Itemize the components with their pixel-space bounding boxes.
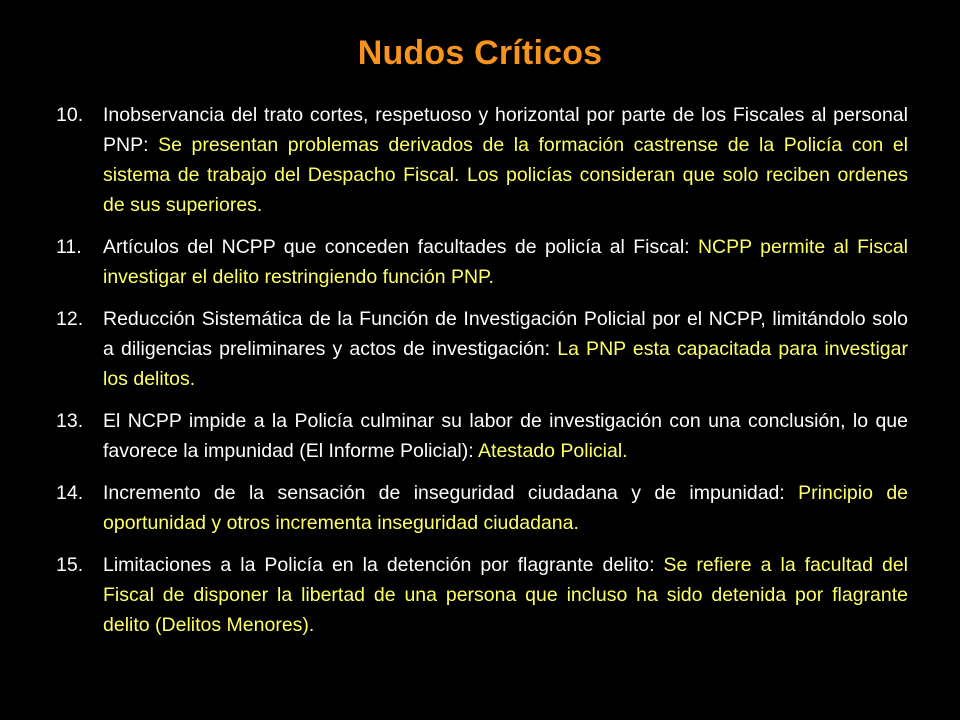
item-body — [103, 304, 908, 394]
item-number: 14. — [56, 482, 84, 504]
item-highlight: La PNP esta capacitada para investigar los delitos. — [103, 338, 908, 390]
item-body — [103, 550, 908, 640]
list-item — [56, 406, 908, 466]
item-text: Inobservancia del trato cortes, respetuoso y horizontal por parte de los Fiscales al personal PNP: — [103, 104, 908, 156]
item-number: 11. — [56, 236, 82, 258]
item-highlight: Se refiere a la facultad del Fiscal de disponer la libertad de una persona que incluso ha sido detenida por flagrante delito (Delitos Menores). — [103, 554, 908, 636]
item-body — [103, 232, 908, 292]
item-text: Incremento de la sensación de inseguridad ciudadana y de impunidad: — [103, 482, 799, 504]
list-item — [56, 100, 908, 220]
slide-title: Nudos Críticos — [357, 34, 603, 72]
list-item — [56, 478, 908, 538]
item-number: 12. — [56, 308, 84, 330]
item-body — [103, 478, 908, 538]
item-number: 13. — [56, 410, 84, 432]
numbered-list — [56, 100, 908, 652]
item-highlight: Atestado Policial. — [478, 440, 628, 462]
list-item — [56, 550, 908, 640]
item-body — [103, 406, 908, 466]
item-highlight: NCPP permite al Fiscal investigar el delito restringiendo función PNP. — [103, 236, 909, 288]
item-highlight: Principio de oportunidad y otros incrementa inseguridad ciudadana. — [103, 482, 909, 534]
list-item — [56, 232, 908, 292]
item-text: Limitaciones a la Policía en la detención por flagrante delito: — [103, 554, 664, 576]
item-text: El NCPP impide a la Policía culminar su labor de investigación con una conclusión, lo que favorece la impunidad (El Informe Policial): — [103, 410, 908, 462]
item-number: 10. — [56, 104, 84, 126]
item-text: Artículos del NCPP que conceden facultades de policía al Fiscal: — [103, 236, 698, 258]
item-highlight: Se presentan problemas derivados de la formación castrense de la Policía con el sistema de trabajo del Despacho Fiscal. Los policías consideran que solo reciben ordenes de sus superiores. — [103, 134, 908, 216]
item-number: 15. — [56, 554, 84, 576]
list-item — [56, 304, 908, 394]
item-text: Reducción Sistemática de la Función de Investigación Policial por el NCPP, limitándolo solo a diligencias preliminares y actos de investigación: — [103, 308, 908, 360]
item-body — [103, 100, 908, 220]
